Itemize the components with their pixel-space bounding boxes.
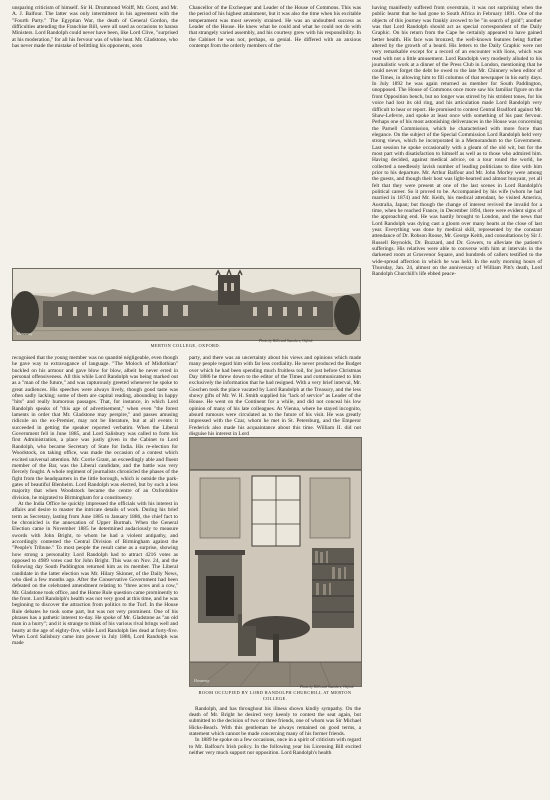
merton-college-engraving — [12, 268, 361, 341]
paragraph: party, and there was an uncertainty about his views and opinions which made many people regard him with far less cordiality. He never produced the Budget over which he had been spending much fruitless toil, for just before Christmas Day 1886 he threw down to the editor of the Times and communicated to him exclusively the information that he had resigned. With a very brief interval, Mr. Goschen took the place vacated by Lord Randolph at the Treasury, and the less showy gifts of Mr. W. H. Smith supplied his "lack of service" as Leader of the House. He went on the Continent for a while, and did not conceal his low opinion of many of his late colleagues. At Vienna, where he stayed incognito, absurd rumours were circulated as to the future of his visit. He was greatly impressed with the Czar, whom he met in St. Petersburg, and the Emperor Frederick also made his acquaintance about this time. William II. did not disguise his interest in Lord — [189, 355, 361, 438]
text-column-middle-top — [189, 5, 361, 263]
plate-caption: ROOM OCCUPIED BY LORD RANDOLPH CHURCHILL AT MERTON COLLEGE. — [198, 690, 352, 702]
photo-credit: Photo by Hills and Saunders, Oxford. — [300, 685, 355, 689]
text-column-right — [372, 5, 542, 795]
paragraph: In 1889 he spoke on a few occasions, once in a spirit of criticism with regard to Mr. Balfour's Irish policy. In the following year his Licensing Bill excited neither very much support nor opposition. Lord Randolph's health — [189, 737, 361, 757]
engraver-signature: Hennessy — [194, 678, 210, 683]
text-column-left-bottom — [12, 355, 178, 795]
engraver-signature: Hennessy — [17, 331, 33, 336]
room-interior-engraving — [189, 437, 362, 687]
text-column-middle-lower — [189, 690, 361, 795]
paragraph: Randolph, and has throughout his illness shown kindly sympathy. On the death of Mr. Bright he desired very keenly to contest the seat again, but submitted to the decision of two or three friends, one of whom was Sir Michael Hicks-Beach. With this gentleman he always remained on good terms, a statement which cannot be made concerning many of his former friends. — [189, 705, 361, 738]
paragraph: Chancellor of the Exchequer and Leader of the House of Commons. This was the period of his highest attainment, but it was also the time when his excitable temperament was most severely strained. He was an undoubted success as Leader of the House. He knew what he could and what he could not do with that strangely varied assembly, and his courtesy grew with his responsibility. In the Cabinet he was not, perhaps, so genial. He differed with an anxious contempt from the orderly members of the — [189, 5, 361, 50]
paragraph: having manifestly suffered from overstrain, it was not surprising when the public learnt that he had gone to South Africa in February 1891. One of the objects of this journey was frankly avowed to be "in search of gold"; another was that Lord Randolph should act as special correspondent of the Daily Graphic. On his return from the Cape he certainly appeared to have gained better health. His face was bronzed, the well-known features being further altered by the growth of a beard. His letters to the Daily Graphic were not very remarkable except for a record of an encounter with lions, which was read with not a little amusement. Lord Randolph very modestly alluded to his journalistic work at a dinner of the Press Club in London, mentioning that he could never forget the debt he owed to the late Mr. Chinnery when editor of the Times, in allowing him to fill columns of that newspaper in his early days. In July 1892 he was again returned as member for South Paddington, unopposed. The House of Commons once more saw his familiar figure on the front Opposition bench, but no longer was stirred by his strident tones, for his voice had lost its old ring, and his articulation made Lord Randolph very difficult to hear or report. He promised to contest Central Bradford against Mr. Shaw-Lefevre, and spoke at least once with something of his past fervour. Perhaps one of his most astonishing deliverances in the House was concerning the Parnell Commission, which he characterised with more force than elegance. On the subject of the Special Commission Lord Randolph held very strong views, which he incorporated in a Memorandum to the Government. Last session he spoke occasionally with a gleam of the old wit, but for the most part with disatisfaction to himself as well as to those who admired him. Having decided, against medical advice, on a tour round the world, he collected a needlessly lavish number of leading politicians to dine with him prior to his departure. Mr. Arthur Balfour and Mr. John Morley were among the guests, and though their host was light-hearted and almost buoyant, yet all felt that they were present at one of the last scenes in Lord Randolph's political career. So it proved to be. Accompanied by his wife (whom he had married in 1874) and Mr. Keith, his medical attendant, he visited America, Australia, Japan; but though the change of interest revived the invalid for a time, when he reached France, in December 1894, there were evident signs of the approaching end. He was hastily brought to London, and the news that Lord Randolph was dying cast a gloom over many hearts at the close of last year. Everything was done by medical skill, represented by the constant attendance of Dr. Robson Roose, Mr. George Keith, and consultations by Sir J. Russell Reynolds, Dr. Buzzard, and Dr. Gowers, to alleviate the patient's sufferings. His relatives were able to converse with him at intervals in the darkened room at Grosvenor Square, and hundreds of callers testified to the wide-spread affection in which he was held. In the early morning hours of Thursday, Jan. 24, almost on the anniversary of William Pitt's death, Lord Randolph Churchill's life ebbed peace- — [372, 5, 542, 278]
paragraph: recognised that the young member was no quantité négligeable, even though he gave way to extravagance of language. "The Moloch of Midlothian" buckled on his armour and gave blow for blow, albeit he never erred in personal offensiveness. All this while Lord Randolph was being marked out as a "man of the future," and was rapturously greeted whenever he spoke to great audiences. His speeches were always lively, though good taste was often sadly lacking; some of them are capital reading, abounding in happy "hits" and really humorous passages. That, for instance, in which Lord Randolph speaks of "this age of advertisement," when even "the forest laments in order that Mr. Gladstone may perspire," and passes amusing ridicule on the ex-Premier, may not be literature, but at all events it succeeded in getting the speaker reported verbatim. When the Liberal Government fell in June 1885, and Lord Salisbury was called to form his first Administration, a place was justly given in the Cabinet to Lord Randolph, who became Secretary of State for India. His re-election for Woodstock, on taking office, was made the occasion of a contest which excited universal attention. Mr. Corrie Grant, an exceedingly able and fluent member of the Bar, was the Liberal candidate, and the battle was very fiercely fought. A whole regiment of journalists chronicled the phases of the fight from the headquarters in the little borough, which is outside the park-gates of beautiful Blenheim. Lord Randolph was elected, but by such a less majority that when Woodstock became the centre of an Oxfordshire division, he migrated to Birmingham for a constituency. — [12, 355, 178, 501]
text-column-left-top — [12, 5, 178, 263]
paragraph: unsparing criticism of himself. Sir H. Drummond Wolff, Mr. Gorst, and Mr. A. J. Balfour. The latter was only intermittent in his agreement with the "Fourth Party." The Egyptian War, the death of General Gordon, the difficulties attending the Franchise Bill, were all used as occasions to harass Ministers. Lord Randolph could never have been, like Lord Clive, "surprised at his moderation," for all his fervour was of white heat. Mr. Gladstone, who has never made the mistake of belittling his opponents, soon — [12, 5, 178, 50]
plate-caption: MERTON COLLEGE, OXFORD. — [150, 343, 221, 348]
photo-credit: Photo by Hills and Saunders, Oxford. — [259, 339, 314, 343]
text-column-middle-upper — [189, 355, 361, 438]
paragraph: At the India Office he quickly impressed the officials with his interest in affairs and desire to master the intricate details of work. During his brief term as Secretary, lasting from June 1885 to January 1886, the chief fact to be chronicled is the annexation of Upper Burmah. When the General Election came in November 1885 he determined audaciously to measure swords with John Bright, to whom he had a violent antipathy, and accordingly contested the Central Division of Birmingham against the "People's Tribune." To most people the result came as a surprise, showing how strong a personality Lord Randolph had to attract 4216 votes as opposed to 4989 votes cast for John Bright. This was on Nov. 24, and the following day South Paddington returned him as its member. The Liberal candidate in the latter election was Mr. Hilary Skinner, of the Daily News, who died a few months ago. After the Conservative Government had been defeated on the celebrated amendment relating to "three acres and a cow," Mr. Gladstone took office, and the Home Rule question came prominently to the front. Lord Randolph's health was not very good at this time, and he was beginning to discover the attraction from politics to the Turf. In the House Rule debates he took some part, but was not very prominent. One of his phrases has a pathetic interest to-day. He spoke of Mr. Gladstone as "an old man in a hurry"; and it is strange to think of his various rival brings well and hearty at the age of eighty-five, while Lord Randolph lies dead at forty-five. When Lord Salisbury came into power in July 1886, Lord Randolph was made — [12, 500, 178, 647]
